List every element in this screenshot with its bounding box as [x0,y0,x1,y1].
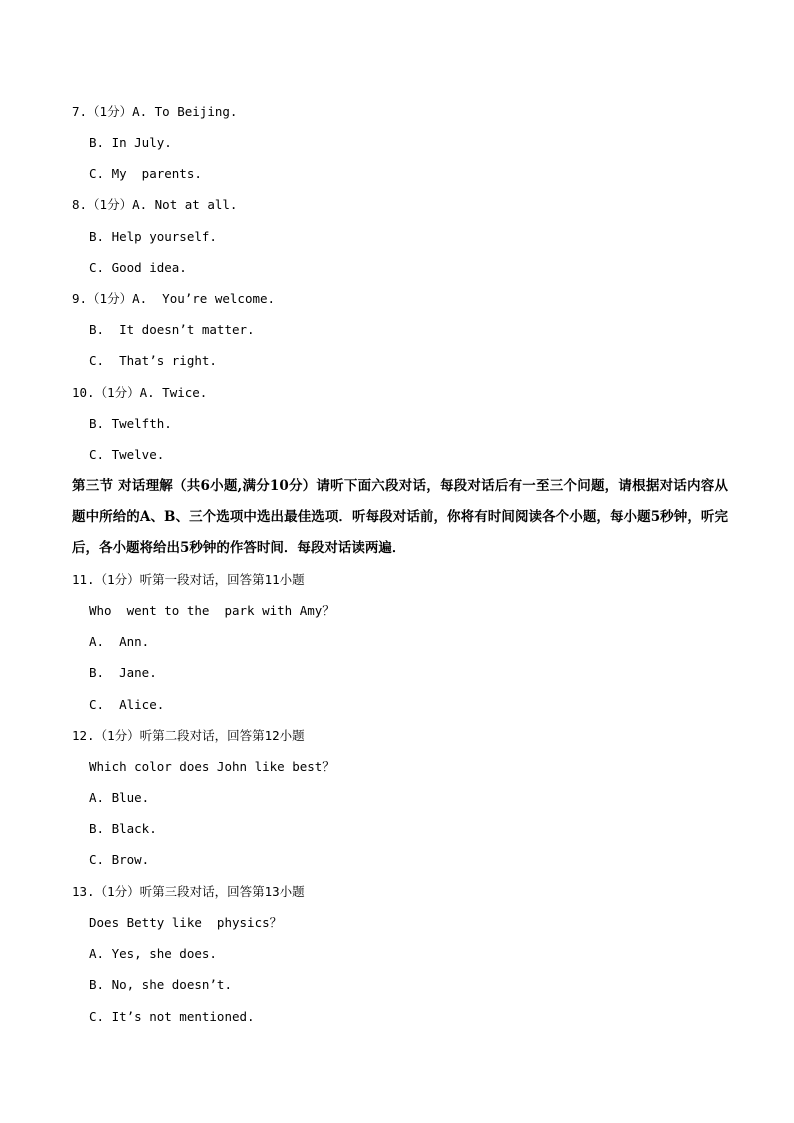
q7-header: 7.（1分）A. To Beijing. [72,104,238,119]
q13-option-b: B. No, she doesn’t. [89,977,232,992]
q11-option-b: B. Jane. [89,665,157,680]
q11-header: 11.（1分）听第一段对话，回答第11小题 [72,572,305,587]
q12-option-c: C. Brow. [89,852,150,867]
q8-option-b: B. Help yourself. [89,229,217,244]
q10-header: 10.（1分）A. Twice. [72,385,208,400]
q11-question: Who went to the park with Amy？ [89,603,335,618]
q13-option-a: A. Yes, she does. [89,946,217,961]
q8-header: 8.（1分）A. Not at all. [72,197,238,212]
q11-option-a: A. Ann. [89,634,150,649]
q9-option-b: B. It doesn’t matter. [89,322,255,337]
q9-header: 9.（1分）A. You’re welcome. [72,291,276,306]
q13-header: 13.（1分）听第三段对话，回答第13小题 [72,884,305,899]
section-3-instructions: 第三节 对话理解（共6小题,满分10分）请听下面六段对话，每段对话后有一至三个问题，请根据对话内容从题中所给的A、B、三个选项中选出最佳选项．听每段对话前，你将有时间阅读各个小题，每小题5秒钟，听完后，各小题将给出5秒钟的作答时间．每段对话读两遍． [72,478,728,556]
q7-option-b: B. In July. [89,135,172,150]
q10-option-c: C. Twelve. [89,447,165,462]
q9-option-c: C. That’s right. [89,353,217,368]
q12-header: 12.（1分）听第二段对话，回答第12小题 [72,728,305,743]
q7-option-c: C. My parents. [89,166,202,181]
q12-option-a: A. Blue. [89,790,150,805]
q10-option-b: B. Twelfth. [89,416,172,431]
q12-question: Which color does John like best？ [89,759,335,774]
q11-option-c: C. Alice. [89,697,165,712]
q8-option-c: C. Good idea. [89,260,187,275]
q13-question: Does Betty like physics？ [89,915,283,930]
q13-option-c: C. It’s not mentioned. [89,1009,255,1024]
q12-option-b: B. Black. [89,821,157,836]
